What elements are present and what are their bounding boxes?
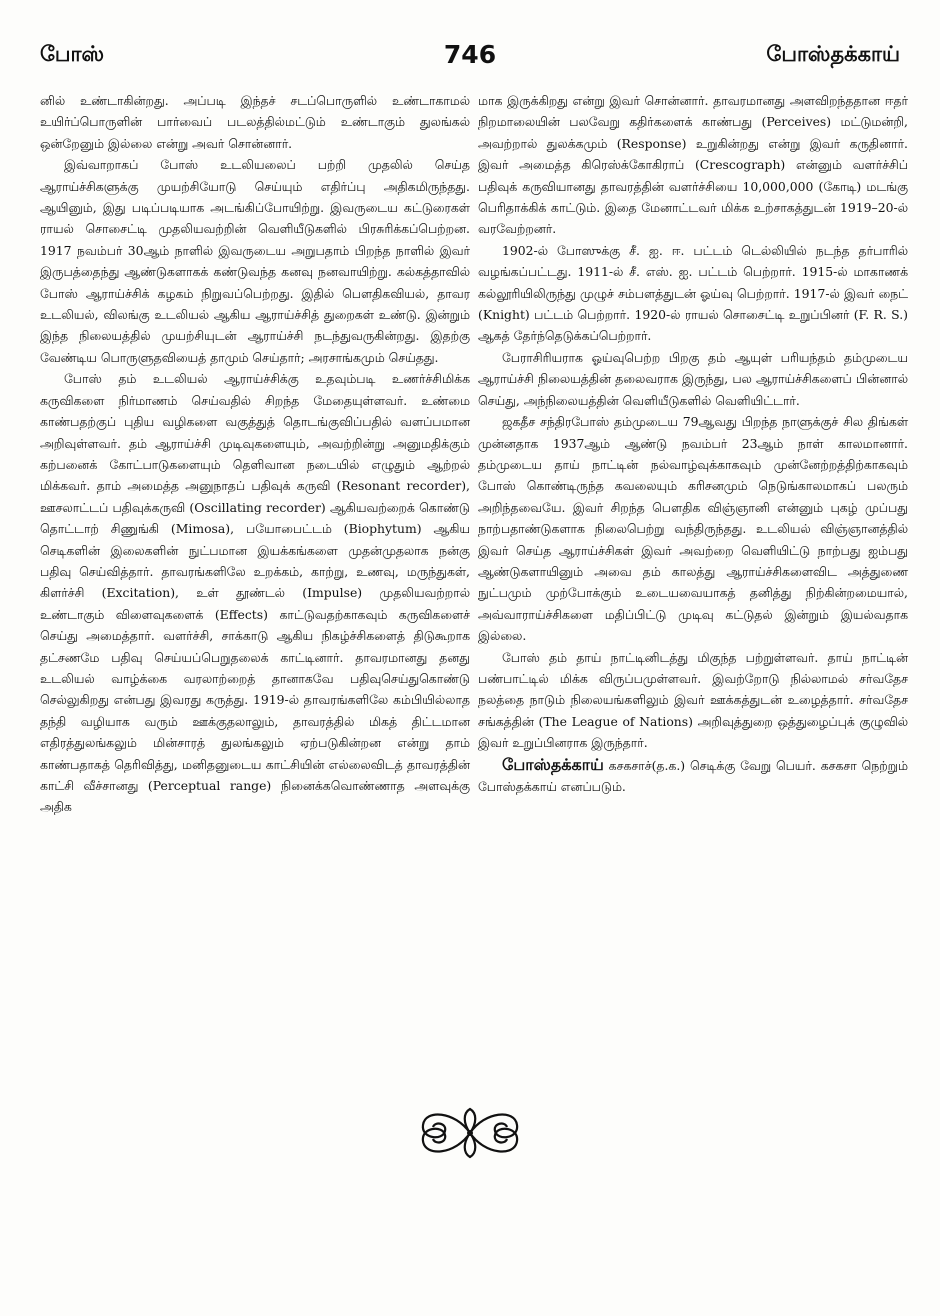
paragraph: இவ்வாறாகப் போஸ் உடலியலைப் பற்றி முதலில் செய்த ஆராய்ச்சிகளுக்கு முயற்சியோடு செய்யும் எதிர்ப்பு அதிகமிருந்தது. ஆயினும், இது படிப்படியாக அடங்கிப்போயிற்று. இவருடைய கட்டுரைகள் ராயல் சொசைட்டி முதலியவற்றின் வெளியீடுகளில் பிரசுரிக்கப்பெற்றன. 1917 நவம்பர் 30ஆம் நாளில் இவருடைய அறுபதாம் பிறந்த நாளில் இவர் இருபத்தைந்து ஆண்டுகளாகக் கண்டுவந்த கனவு நனவாயிற்று. கல்கத்தாவில் போஸ் ஆராய்ச்சிக் கழகம் நிறுவப்பெற்றது. இதில் பௌதிகவியல், தாவர உடலியல், விலங்கு உடலியல் ஆகிய ஆராய்ச்சித் துறைகள் உண்டு. இன்றும் இந்த நிலையத்தில் முயற்சியுடன் ஆராய்ச்சி நடந்துவருகின்றது. இதற்கு வேண்டிய பொருளுதவியைத் தாமும் செய்தார்; அரசாங்கமும் செய்தது.	[40, 157, 470, 365]
paragraph: பேராசிரியராக ஓய்வுபெற்ற பிறகு தம் ஆயுள் பரியந்தம் தம்முடைய ஆராய்ச்சி நிலையத்தின் தலைவராக இருந்து, பல ஆராய்ச்சிகளைப் பின்னால் செய்து, அந்நிலையத்தின் வெளியீடுகளில் வெளியிட்டார்.	[478, 349, 908, 408]
left-column	[40, 90, 470, 818]
paragraph: 1902-ல் போஸுக்கு சீ. ஐ. ஈ. பட்டம் டெல்லியில் நடந்த தர்பாரில் வழங்கப்பட்டது. 1911-ல் சீ. எஸ். ஐ. பட்டம் பெற்றார். 1915-ல் மாகாணக் கல்லூரியிலிருந்து முழுச் சம்பளத்துடன் ஓய்வு பெற்றார். 1917-ல் இவர் நைட் (Knight) பட்டம் பெற்றார். 1920-ல் ராயல் சொசைட்டி உறுப்பினர் (F. R. S.) ஆகத் தேர்ந்தெடுக்கப்பெற்றார்.	[478, 242, 908, 344]
header-left-keyword: போஸ்	[40, 42, 105, 66]
right-column	[478, 90, 908, 797]
floral-ornament-icon	[415, 1103, 525, 1163]
dictionary-entry	[478, 754, 908, 798]
paragraph: போஸ் தம் உடலியல் ஆராய்ச்சிக்கு உதவும்படி உணர்ச்சிமிக்க கருவிகளை நிர்மாணம் செய்வதில் சிறந்த மேதையுள்ளவர். உண்மை காண்பதற்குப் புதிய வழிகளை வகுத்துத் தொடங்குவிப்பதில் வளப்பமான அறிவுள்ளவர். தம் ஆராய்ச்சி முடிவுகளையும், அவற்றின்று அனுமதிக்கும் கற்பனைக் கோட்பாடுகளையும் தெளிவான நடையில் எழுதும் ஆற்றல் மிக்கவர். தாம் அமைத்த அனுநாதப் பதிவுக் கருவி (Resonant recorder), ஊசலாட்டப் பதிவுக்கருவி (Oscillating recorder) ஆகியவற்றைக் கொண்டு தொட்டாற் சிணுங்கி (Mimosa), பயோபைட்டம் (Biophytum) ஆகிய செடிகளின் இலைகளின் நுட்பமான இயக்கங்களை முதன்முதலாக நன்கு பதிவு செய்வித்தார். தாவரங்களிலே உறக்கம், காற்று, உணவு, மருந்துகள், கிளர்ச்சி (Excitation), உள் தூண்டல் (Impulse) முதலியவற்றால் உண்டாகும் விளைவுகளைக் (Effects) காட்டுவதற்காகவும் கருவிகளைச் செய்து அமைத்தார். வளர்ச்சி, சாக்காடு ஆகிய நிகழ்ச்சிகளைத் திடுகூறாக தட்சணமே பதிவு செய்யப்பெறுதலைக் காட்டினார். தாவரமானது தனது உடலியல் வாழ்க்கை வரலாற்றைத் தானாகவே பதிவுசெய்துகொண்டு செல்லுகிறது என்பது இவரது கருத்து. 1919-ல் தாவரங்களிலே கம்பியில்லாத தந்தி வழியாக வரும் ஊக்குதலாலும், தாவரத்தில் மிகத் திட்டமான எதிரத்துலங்கலும் மின்சாரத் துலங்கலும் ஏற்படுகின்றன என்று தாம் காண்பதாகத் தெரிவித்து, மனிதனுடைய காட்சியின் எல்லைவிடத் தாவரத்தின் காட்சி வீச்சானது (Perceptual range) நினைக்கவொண்ணாத அளவுக்கு அதிக	[40, 371, 470, 815]
entry-definition: கசகசாச்(த.க.) செடிக்கு வேறு பெயர். கசகசா நெற்றும் போஸ்தக்காய் எனப்படும்.	[478, 757, 908, 794]
paragraph: ஜகதீச சந்திரபோஸ் தம்முடைய 79ஆவது பிறந்த நாளுக்குச் சில திங்கள் முன்னதாக 1937ஆம் ஆண்டு நவம்பர் 23ஆம் நாள் காலமானார். தம்முடைய தாய் நாட்டின் நல்வாழ்வுக்காகவும் முன்னேற்றத்திற்காகவும் போஸ் கொண்டிருந்த கவலையும் கரிசனமும் நெடுங்காலமாகப் பலரும் அறிந்தவையே. இவர் சிறந்த பௌதிக விஞ்ஞானி என்னும் புகழ் முப்பது நாற்பதாண்டுகளாக நிலைபெற்று வந்திருந்தது. உடலியல் விஞ்ஞானத்தில் இவர் செய்த ஆராய்ச்சிகள் இவர் அவற்றை வெளியிட்டு நாற்பது ஐம்பது ஆண்டுகளாயினும் அவை தம் காலத்து ஆராய்ச்சிகளைவிட அத்துணை நுட்பமும் முற்போக்கும் உடையவையாகத் தனித்து நிற்கின்றமையால், அவ்வாராய்ச்சிகளை மதிப்பிட்டு முடிவு கட்டுதல் இன்றும் இயல்வதாக இல்லை.	[478, 414, 908, 644]
header-right-keyword: போஸ்தக்காய்	[766, 42, 900, 66]
page-header	[40, 40, 900, 80]
page-number: 746	[443, 40, 497, 69]
paragraph: போஸ் தம் தாய் நாட்டினிடத்து மிகுந்த பற்றுள்ளவர். தாய் நாட்டின் பண்பாட்டில் மிக்க விருப்பமுள்ளவர். இவற்றோடு நில்லாமல் சர்வதேச நலத்தை நாடும் நிலையங்களிலும் இவர் ஊக்கத்துடன் உழைத்தார். சர்வதேச சங்கத்தின் (The League of Nations) அறிவுத்துறை ஒத்துழைப்புக் குழுவில் இவர் உறுப்பினராக இருந்தார்.	[478, 649, 908, 751]
paragraph: மாக இருக்கிறது என்று இவர் சொன்னார். தாவரமானது அளவிறந்ததான ஈதர் நிறமாலையின் பலவேறு கதிர்களைக் காண்பது (Perceives) மட்டுமன்றி, அவற்றால் துலக்கமும் (Response) உறுகின்றது என்று இவர் கருதினார். இவர் அமைத்த கிரெஸ்க்கோகிராப் (Crescograph) என்னும் வளர்ச்சிப் பதிவுக் கருவியானது தாவரத்தின் வளர்ச்சியை 10,000,000 (கோடி) மடங்கு பெரிதாக்கிக் காட்டும். இதை மேனாட்டவர் மிக்க உற்சாகத்துடன் 1919–20-ல் வரவேற்றனர்.	[478, 93, 908, 237]
paragraph: னில் உண்டாகின்றது. அப்படி இந்தச் சடப்பொருளில் உண்டாகாமல் உயிர்ப்பொருளின் பார்வைப் படலத்தில்மட்டும் உண்டாகும் துலங்கல் ஒன்றேனும் இல்லை என்று அவர் சொன்னார்.	[40, 93, 470, 151]
entry-headword: போஸ்தக்காய்	[502, 754, 604, 774]
